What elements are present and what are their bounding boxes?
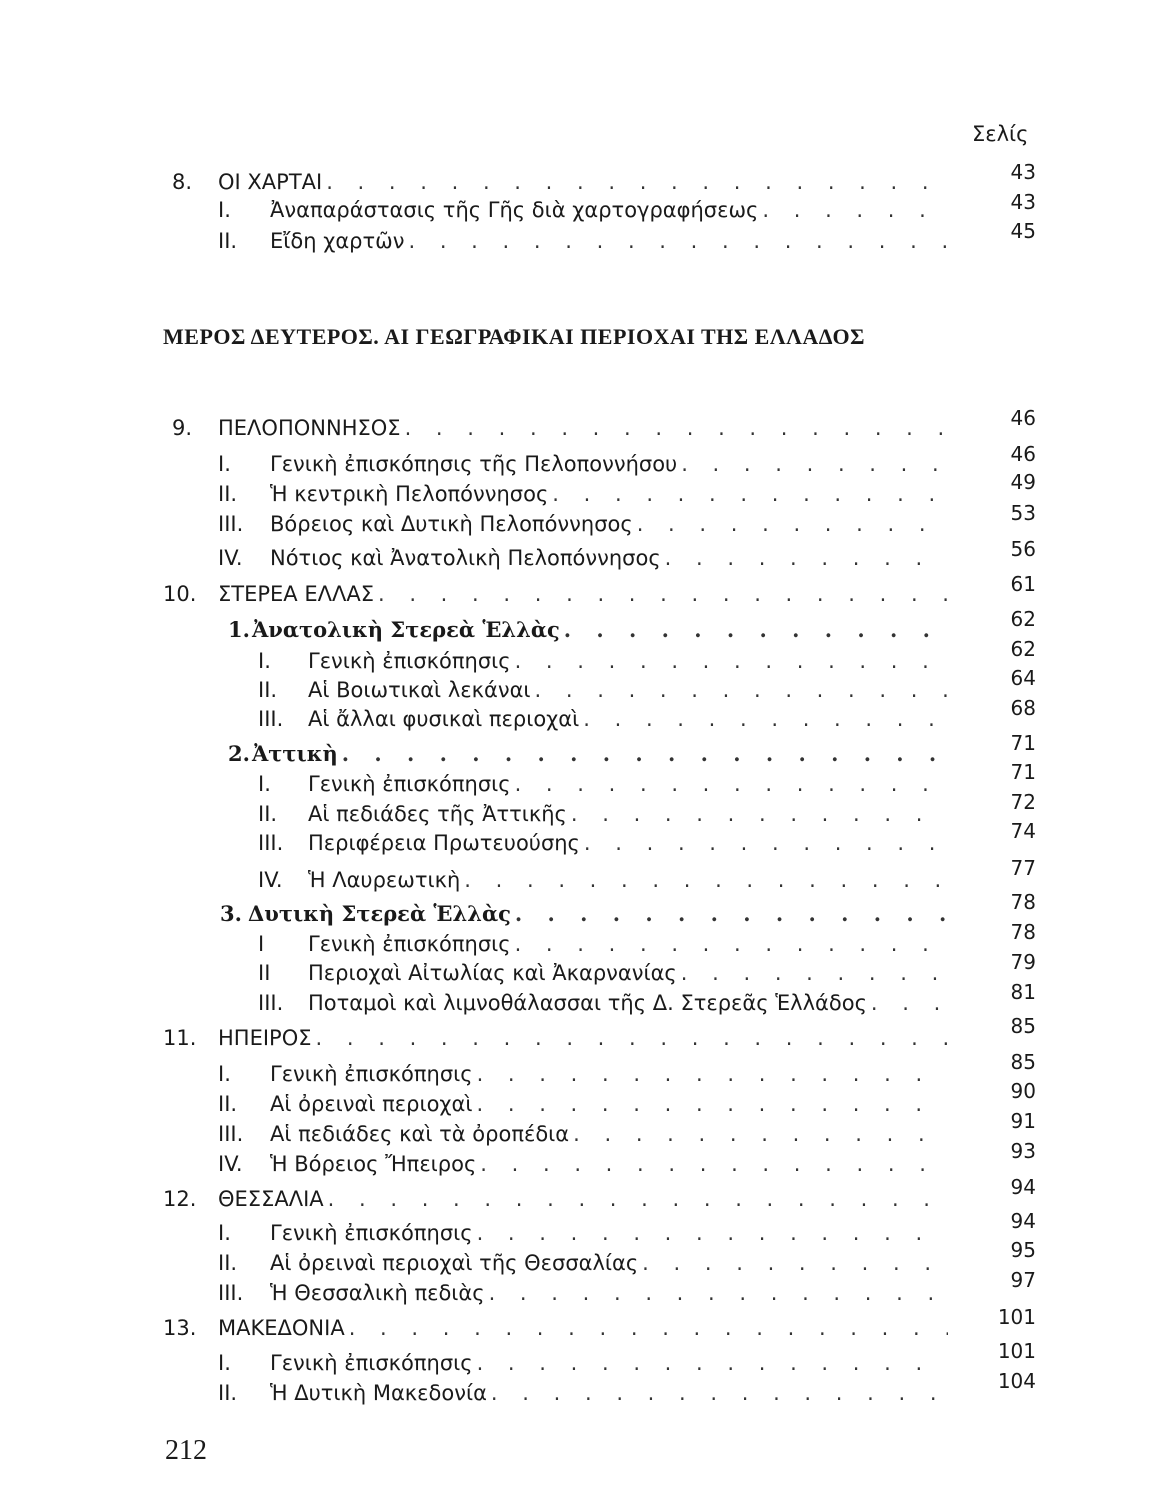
toc-entry-section bbox=[218, 1146, 948, 1176]
entry-page-number: 101 bbox=[997, 1305, 1036, 1329]
entry-page-number: 61 bbox=[1010, 572, 1036, 596]
entry-number: I. bbox=[258, 772, 271, 796]
dot-leader bbox=[665, 546, 948, 570]
toc-entry-subchapter bbox=[228, 612, 948, 642]
entry-title: Αἱ πεδιάδες τῆς Ἀττικῆς bbox=[308, 802, 567, 826]
dot-leader bbox=[349, 1316, 948, 1340]
entry-title: Γενικὴ ἐπισκόπησις bbox=[270, 1221, 473, 1245]
toc-entry-section bbox=[218, 540, 948, 570]
dot-leader bbox=[489, 1281, 948, 1305]
toc-entry-section bbox=[218, 1375, 948, 1405]
entry-title: Γενικὴ ἐπισκόπησις τῆς Πελοποννήσου bbox=[270, 452, 678, 476]
toc-entry-section bbox=[218, 1116, 948, 1146]
dot-leader bbox=[552, 482, 948, 506]
entry-page-number: 78 bbox=[1010, 890, 1036, 914]
toc-entry-chapter bbox=[163, 1181, 948, 1211]
toc-entry-section bbox=[218, 1245, 948, 1275]
entry-page-number: 94 bbox=[1010, 1175, 1036, 1199]
dot-leader bbox=[571, 802, 948, 826]
toc-entry-section bbox=[258, 955, 948, 985]
entry-number: I. bbox=[218, 198, 231, 222]
toc-entry-section bbox=[258, 701, 948, 731]
entry-page-number: 101 bbox=[997, 1339, 1036, 1363]
entry-number: IV. bbox=[258, 868, 283, 892]
dot-leader bbox=[871, 991, 948, 1015]
dot-leader bbox=[535, 678, 948, 702]
toc-entry-chapter bbox=[163, 1310, 948, 1340]
entry-title: ΣΤΕΡΕΑ ΕΛΛΑΣ bbox=[218, 582, 374, 606]
entry-title: Ἀνατολικὴ Στερεὰ Ἑλλὰς bbox=[252, 617, 560, 642]
entry-title: Γενικὴ ἐπισκόπησις bbox=[270, 1351, 473, 1375]
entry-number: III. bbox=[218, 1281, 244, 1305]
entry-title: Ποταμοὶ καὶ λιμνοθάλασσαι τῆς Δ. Στερεᾶς Ἑλλάδος bbox=[308, 991, 867, 1015]
entry-title: Ἀναπαράστασις τῆς Γῆς διὰ χαρτογραφήσεως bbox=[270, 198, 759, 222]
dot-leader bbox=[515, 772, 948, 796]
entry-number: III. bbox=[258, 707, 284, 731]
entry-page-number: 74 bbox=[1010, 819, 1036, 843]
entry-page-number: 64 bbox=[1010, 666, 1036, 690]
dot-leader bbox=[564, 618, 948, 642]
entry-page-number: 45 bbox=[1010, 219, 1036, 243]
entry-title: Αἱ ὀρειναὶ περιοχαὶ bbox=[270, 1092, 473, 1116]
dot-leader bbox=[408, 229, 948, 253]
entry-number: IV. bbox=[218, 546, 243, 570]
dot-leader bbox=[642, 1251, 948, 1275]
entry-page-number: 68 bbox=[1010, 696, 1036, 720]
entry-number: 3. bbox=[220, 901, 242, 926]
dot-leader bbox=[477, 1062, 948, 1086]
dot-leader bbox=[405, 416, 948, 440]
entry-title: Ἡ κεντρικὴ Πελοπόννησος bbox=[270, 482, 549, 506]
dot-leader bbox=[573, 1122, 948, 1146]
entry-number: III. bbox=[258, 831, 284, 855]
entry-title: Γενικὴ ἐπισκόπησις bbox=[308, 649, 511, 673]
entry-page-number: 43 bbox=[1010, 190, 1036, 214]
entry-number: IV. bbox=[218, 1152, 243, 1176]
toc-entry-section bbox=[218, 1275, 948, 1305]
entry-page-number: 71 bbox=[1010, 760, 1036, 784]
toc-entry-section bbox=[218, 192, 948, 222]
entry-page-number: 43 bbox=[1010, 160, 1036, 184]
entry-number: 8. bbox=[172, 170, 193, 194]
entry-number: II. bbox=[218, 229, 238, 253]
toc-entry-chapter bbox=[163, 576, 948, 606]
entry-page-number: 78 bbox=[1010, 920, 1036, 944]
toc-entry-section bbox=[258, 862, 948, 892]
dot-leader bbox=[316, 1026, 948, 1050]
entry-page-number: 104 bbox=[997, 1369, 1036, 1393]
entry-page-number: 77 bbox=[1010, 856, 1036, 880]
entry-page-number: 85 bbox=[1010, 1050, 1036, 1074]
toc-entry-section bbox=[218, 446, 948, 476]
entry-page-number: 46 bbox=[1010, 442, 1036, 466]
dot-leader bbox=[378, 582, 948, 606]
dot-leader bbox=[515, 649, 948, 673]
entry-title: ΟΙ ΧΑΡΤΑΙ bbox=[218, 170, 323, 194]
entry-page-number: 46 bbox=[1010, 406, 1036, 430]
entry-title: Αἱ ἄλλαι φυσικαὶ περιοχαὶ bbox=[308, 707, 580, 731]
entry-title: Νότιος καὶ Ἀνατολικὴ Πελοπόννησος bbox=[270, 546, 661, 570]
toc-entry-subchapter bbox=[220, 896, 948, 926]
dot-leader bbox=[637, 512, 948, 536]
toc-entry-section bbox=[218, 476, 948, 506]
dot-leader bbox=[326, 170, 948, 194]
entry-page-number: 95 bbox=[1010, 1238, 1036, 1262]
entry-title: Περιφέρεια Πρωτευούσης bbox=[308, 831, 580, 855]
entry-title: Αἱ Βοιωτικαὶ λεκάναι bbox=[308, 678, 531, 702]
entry-number: II. bbox=[218, 1251, 238, 1275]
toc-entry-chapter bbox=[172, 410, 948, 440]
dot-leader bbox=[681, 961, 948, 985]
entry-title: Γενικὴ ἐπισκόπησις bbox=[270, 1062, 473, 1086]
toc-entry-section bbox=[218, 506, 948, 536]
entry-title: ΗΠΕΙΡΟΣ bbox=[218, 1026, 312, 1050]
entry-page-number: 79 bbox=[1010, 950, 1036, 974]
dot-leader bbox=[681, 452, 948, 476]
entry-page-number: 91 bbox=[1010, 1109, 1036, 1133]
dot-leader bbox=[762, 198, 948, 222]
toc-entry-section bbox=[218, 223, 948, 253]
entry-title: Ἀττικὴ bbox=[252, 741, 338, 766]
entry-title: ΠΕΛΟΠΟΝΝΗΣΟΣ bbox=[218, 416, 401, 440]
entry-title: ΘΕΣΣΑΛΙΑ bbox=[218, 1187, 324, 1211]
entry-title: Ἡ Θεσσαλικὴ πεδιὰς bbox=[270, 1281, 485, 1305]
dot-leader bbox=[583, 707, 948, 731]
entry-number: I. bbox=[218, 1221, 231, 1245]
entry-page-number: 90 bbox=[1010, 1079, 1036, 1103]
dot-leader bbox=[515, 932, 948, 956]
entry-page-number: 93 bbox=[1010, 1139, 1036, 1163]
toc-entry-chapter bbox=[172, 164, 948, 194]
toc-entry-subchapter bbox=[228, 736, 948, 766]
entry-number: III. bbox=[218, 1122, 244, 1146]
entry-title: Δυτικὴ Στερεὰ Ἑλλὰς bbox=[248, 901, 511, 926]
entry-title: Βόρειος καὶ Δυτικὴ Πελοπόννησος bbox=[270, 512, 633, 536]
toc-entry-section bbox=[218, 1345, 948, 1375]
toc-entry-section bbox=[258, 926, 948, 956]
dot-leader bbox=[584, 831, 948, 855]
entry-number: 2. bbox=[228, 741, 250, 766]
entry-number: I. bbox=[258, 649, 271, 673]
entry-page-number: 53 bbox=[1010, 501, 1036, 525]
entry-page-number: 71 bbox=[1010, 731, 1036, 755]
page-column-label: Σελίς bbox=[972, 122, 1029, 146]
toc-entry-chapter bbox=[163, 1020, 948, 1050]
entry-title: Γενικὴ ἐπισκόπησις bbox=[308, 772, 511, 796]
toc-entry-section bbox=[258, 643, 948, 673]
entry-number: 12. bbox=[163, 1187, 197, 1211]
entry-number: II. bbox=[218, 1092, 238, 1116]
entry-number: 11. bbox=[163, 1026, 197, 1050]
entry-number: I. bbox=[218, 1062, 231, 1086]
dot-leader bbox=[328, 1187, 948, 1211]
entry-page-number: 72 bbox=[1010, 790, 1036, 814]
dot-leader bbox=[477, 1092, 949, 1116]
entry-title: Αἱ ὀρειναὶ περιοχαὶ τῆς Θεσσαλίας bbox=[270, 1251, 639, 1275]
part-title: ΜΕΡΟΣ ΔΕΥΤΕΡΟΣ. ΑΙ ΓΕΩΓΡΑΦΙΚΑΙ ΠΕΡΙΟΧΑΙ ΤΗΣ ΕΛΛΑΔΟΣ bbox=[163, 324, 866, 349]
dot-leader bbox=[342, 742, 948, 766]
entry-title: Ἡ Βόρειος Ἤπειρος bbox=[270, 1152, 477, 1176]
page-folio: 212 bbox=[165, 1435, 207, 1466]
entry-number: II. bbox=[218, 1381, 238, 1405]
entry-page-number: 97 bbox=[1010, 1268, 1036, 1292]
dot-leader bbox=[477, 1221, 948, 1245]
entry-title: Αἱ πεδιάδες καὶ τὰ ὀροπέδια bbox=[270, 1122, 570, 1146]
entry-number: II. bbox=[218, 482, 238, 506]
entry-page-number: 94 bbox=[1010, 1209, 1036, 1233]
entry-number: II bbox=[258, 961, 271, 985]
entry-title: ΜΑΚΕΔΟΝΙΑ bbox=[218, 1316, 345, 1340]
dot-leader bbox=[480, 1152, 948, 1176]
entry-number: 1. bbox=[228, 617, 250, 642]
dot-leader bbox=[477, 1351, 948, 1375]
entry-number: I bbox=[258, 932, 265, 956]
entry-page-number: 62 bbox=[1010, 637, 1036, 661]
toc-entry-section bbox=[258, 985, 948, 1015]
entry-page-number: 56 bbox=[1010, 537, 1036, 561]
toc-entry-section bbox=[258, 825, 948, 855]
entry-number: I. bbox=[218, 1351, 231, 1375]
entry-title: Περιοχαὶ Αἰτωλίας καὶ Ἀκαρνανίας bbox=[308, 961, 677, 985]
entry-number: III. bbox=[218, 512, 244, 536]
entry-number: II. bbox=[258, 802, 278, 826]
toc-entry-section bbox=[218, 1215, 948, 1245]
entry-number: 13. bbox=[163, 1316, 197, 1340]
entry-page-number: 85 bbox=[1010, 1014, 1036, 1038]
dot-leader bbox=[491, 1381, 948, 1405]
entry-number: III. bbox=[258, 991, 284, 1015]
dot-leader bbox=[464, 868, 948, 892]
toc-entry-section bbox=[258, 766, 948, 796]
toc-entry-section bbox=[218, 1086, 948, 1116]
toc-entry-section bbox=[258, 796, 948, 826]
entry-number: 9. bbox=[172, 416, 193, 440]
entry-title: Γενικὴ ἐπισκόπησις bbox=[308, 932, 511, 956]
entry-page-number: 62 bbox=[1010, 607, 1036, 631]
entry-number: 10. bbox=[163, 582, 197, 606]
entry-page-number: 49 bbox=[1010, 470, 1036, 494]
toc-entry-section bbox=[258, 672, 948, 702]
entry-page-number: 81 bbox=[1010, 980, 1036, 1004]
entry-title: Εἴδη χαρτῶν bbox=[270, 229, 405, 253]
entry-number: II. bbox=[258, 678, 278, 702]
toc-entry-section bbox=[218, 1056, 948, 1086]
entry-title: Ἡ Λαυρεωτικὴ bbox=[308, 868, 461, 892]
entry-number: I. bbox=[218, 452, 231, 476]
entry-title: Ἡ Δυτικὴ Μακεδονία bbox=[270, 1381, 487, 1405]
dot-leader bbox=[515, 902, 948, 926]
